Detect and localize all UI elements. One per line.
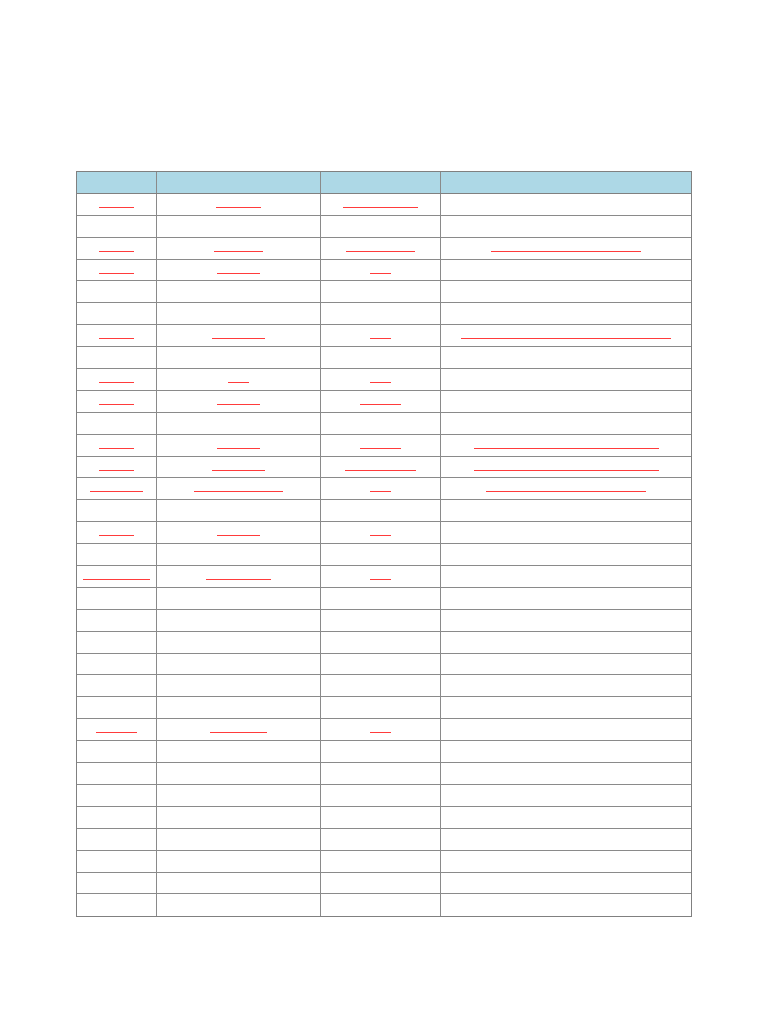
table-cell [77, 325, 157, 346]
table-cell [441, 873, 691, 894]
table-cell [441, 303, 691, 324]
table-cell [157, 610, 321, 631]
table-cell [441, 457, 691, 478]
table-row [77, 435, 691, 457]
redaction-line [370, 338, 391, 339]
table-cell [441, 632, 691, 653]
table-cell [441, 654, 691, 675]
table-cell [441, 522, 691, 543]
table-cell [321, 347, 441, 368]
table-cell [157, 763, 321, 784]
redaction-line [491, 251, 641, 252]
redaction-line [370, 491, 391, 492]
table-cell [157, 894, 321, 916]
table-cell [441, 216, 691, 237]
redaction-line [370, 535, 391, 536]
table-cell [441, 566, 691, 587]
redaction-line [360, 448, 402, 449]
header-cell [441, 172, 691, 193]
redaction-line [216, 207, 262, 208]
header-cell [77, 172, 157, 193]
table-cell [157, 719, 321, 740]
table-row [77, 632, 691, 654]
table-cell [157, 741, 321, 762]
table-cell [441, 675, 691, 696]
table-cell [77, 260, 157, 281]
table-row [77, 588, 691, 610]
table-row [77, 281, 691, 303]
table-row [77, 763, 691, 785]
table-cell [441, 697, 691, 718]
table-row [77, 894, 691, 916]
redaction-line [370, 382, 391, 383]
table-cell [441, 544, 691, 565]
table-cell [441, 347, 691, 368]
table-row [77, 522, 691, 544]
table-cell [157, 457, 321, 478]
table-cell [321, 522, 441, 543]
table-cell [321, 435, 441, 456]
redaction-line [474, 448, 659, 449]
table-cell [77, 873, 157, 894]
table-cell [441, 763, 691, 784]
table-row [77, 500, 691, 522]
table-cell [157, 435, 321, 456]
table-cell [157, 851, 321, 872]
table-cell [157, 654, 321, 675]
table-row [77, 697, 691, 719]
table-row [77, 807, 691, 829]
table-cell [321, 654, 441, 675]
table-cell [321, 194, 441, 215]
redaction-line [370, 273, 391, 274]
table-cell [157, 873, 321, 894]
table-cell [321, 807, 441, 828]
redaction-line [217, 273, 259, 274]
table-cell [441, 391, 691, 412]
table-header-row [77, 172, 691, 194]
table-cell [321, 544, 441, 565]
table-cell [77, 741, 157, 762]
table-row [77, 785, 691, 807]
redaction-line [228, 382, 249, 383]
table-row [77, 610, 691, 632]
table-cell [77, 478, 157, 499]
table-cell [441, 435, 691, 456]
redaction-line [99, 535, 135, 536]
table-row [77, 675, 691, 697]
table-cell [157, 194, 321, 215]
table-cell [77, 238, 157, 259]
table-cell [77, 829, 157, 850]
table-cell [157, 281, 321, 302]
table-cell [441, 369, 691, 390]
table-cell [157, 391, 321, 412]
table-cell [77, 697, 157, 718]
table-cell [157, 588, 321, 609]
redaction-line [217, 448, 259, 449]
table-cell [77, 544, 157, 565]
table-cell [77, 347, 157, 368]
table-cell [321, 851, 441, 872]
redaction-line [99, 338, 135, 339]
table-cell [77, 654, 157, 675]
table-row [77, 216, 691, 238]
table-cell [441, 785, 691, 806]
table-cell [157, 632, 321, 653]
table-row [77, 457, 691, 479]
table-cell [441, 238, 691, 259]
table-cell [77, 500, 157, 521]
table-cell [157, 347, 321, 368]
table-cell [157, 478, 321, 499]
table-cell [157, 500, 321, 521]
redaction-line [217, 535, 259, 536]
redaction-line [99, 207, 135, 208]
redaction-line [346, 251, 415, 252]
table-row [77, 873, 691, 895]
data-table [76, 171, 692, 917]
table-cell [441, 851, 691, 872]
table-cell [77, 303, 157, 324]
table-cell [441, 807, 691, 828]
table-row [77, 260, 691, 282]
table-cell [157, 238, 321, 259]
redaction-line [345, 470, 416, 471]
table-cell [157, 829, 321, 850]
redaction-line [360, 404, 402, 405]
table-cell [441, 194, 691, 215]
table-row [77, 829, 691, 851]
table-cell [441, 500, 691, 521]
table-cell [77, 632, 157, 653]
table-row [77, 566, 691, 588]
table-cell [77, 851, 157, 872]
redaction-line [217, 404, 259, 405]
table-row [77, 719, 691, 741]
redaction-line [343, 207, 418, 208]
table-cell [441, 260, 691, 281]
table-cell [77, 566, 157, 587]
table-cell [321, 478, 441, 499]
redaction-line [212, 338, 264, 339]
table-row [77, 238, 691, 260]
table-row [77, 544, 691, 566]
table-cell [77, 413, 157, 434]
header-cell [157, 172, 321, 193]
redaction-line [99, 448, 135, 449]
table-row [77, 369, 691, 391]
table-cell [77, 675, 157, 696]
redaction-line [99, 404, 135, 405]
table-cell [321, 610, 441, 631]
table-row [77, 347, 691, 369]
table-cell [157, 544, 321, 565]
redaction-line [212, 470, 264, 471]
table-cell [77, 719, 157, 740]
table-cell [157, 566, 321, 587]
table-cell [441, 413, 691, 434]
table-cell [77, 457, 157, 478]
table-cell [441, 719, 691, 740]
redaction-line [206, 579, 271, 580]
table-cell [77, 588, 157, 609]
table-cell [321, 325, 441, 346]
redaction-line [210, 732, 267, 733]
table-row [77, 741, 691, 763]
redaction-line [370, 732, 391, 733]
table-cell [321, 632, 441, 653]
table-cell [77, 610, 157, 631]
redaction-line [194, 491, 284, 492]
redaction-line [83, 579, 149, 580]
table-cell [77, 807, 157, 828]
table-cell [77, 194, 157, 215]
table-cell [157, 369, 321, 390]
table-row [77, 391, 691, 413]
redaction-line [370, 579, 391, 580]
table-cell [77, 216, 157, 237]
table-cell [321, 303, 441, 324]
table-cell [157, 807, 321, 828]
redaction-line [96, 732, 138, 733]
table-cell [77, 894, 157, 916]
table-row [77, 413, 691, 435]
redaction-line [99, 273, 135, 274]
table-cell [77, 522, 157, 543]
table-cell [441, 478, 691, 499]
table-cell [321, 741, 441, 762]
table-cell [77, 435, 157, 456]
table-row [77, 654, 691, 676]
table-cell [157, 675, 321, 696]
table-cell [77, 369, 157, 390]
header-cell [321, 172, 441, 193]
table-cell [157, 522, 321, 543]
table-cell [157, 260, 321, 281]
table-cell [321, 500, 441, 521]
table-row [77, 303, 691, 325]
table-cell [321, 675, 441, 696]
table-cell [77, 391, 157, 412]
redaction-line [99, 251, 135, 252]
table-cell [321, 588, 441, 609]
table-cell [321, 369, 441, 390]
redaction-line [90, 491, 142, 492]
table-cell [157, 216, 321, 237]
table-cell [441, 829, 691, 850]
table-cell [321, 697, 441, 718]
redaction-line [99, 382, 135, 383]
table-cell [321, 719, 441, 740]
table-cell [157, 413, 321, 434]
table-cell [321, 391, 441, 412]
table-cell [157, 697, 321, 718]
table-cell [441, 325, 691, 346]
table-cell [321, 566, 441, 587]
table-row [77, 325, 691, 347]
table-cell [321, 894, 441, 916]
table-cell [321, 260, 441, 281]
redaction-line [486, 491, 646, 492]
table-cell [157, 325, 321, 346]
table-cell [321, 785, 441, 806]
table-cell [441, 588, 691, 609]
redaction-line [461, 338, 671, 339]
table-cell [157, 785, 321, 806]
table-cell [321, 281, 441, 302]
table-row [77, 194, 691, 216]
table-cell [157, 303, 321, 324]
table-cell [321, 457, 441, 478]
table-cell [321, 238, 441, 259]
redaction-line [214, 251, 263, 252]
table-cell [321, 873, 441, 894]
table-cell [441, 610, 691, 631]
table-row [77, 851, 691, 873]
table-row [77, 478, 691, 500]
table-cell [77, 763, 157, 784]
table-cell [441, 281, 691, 302]
table-cell [77, 281, 157, 302]
redaction-line [474, 470, 659, 471]
table-cell [321, 413, 441, 434]
table-cell [441, 741, 691, 762]
table-cell [321, 763, 441, 784]
table-cell [321, 216, 441, 237]
table-cell [77, 785, 157, 806]
table-body [77, 194, 691, 916]
table-cell [321, 829, 441, 850]
table-cell [441, 894, 691, 916]
redaction-line [99, 470, 135, 471]
